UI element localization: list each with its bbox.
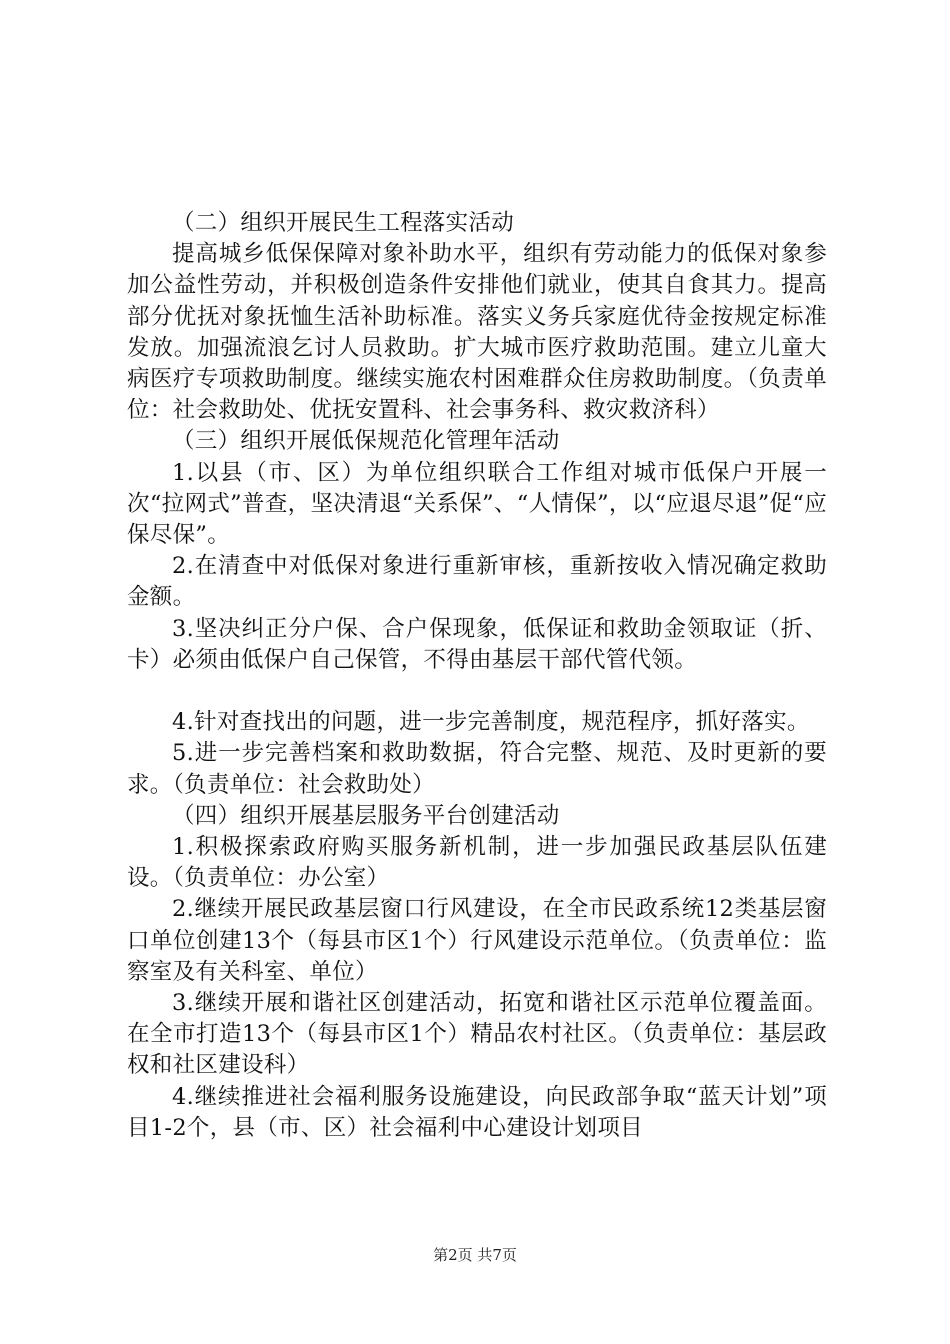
- section-heading-4: （四）组织开展基层服务平台创建活动: [172, 802, 560, 829]
- list-item: 4.针对查找出的问题，进一步完善制度，规范程序，抓好落实。: [172, 709, 810, 736]
- list-item: 2.继续开展民政基层窗口行风建设，在全市民政系统12类基层窗口单位创建13个（每县市区1个）行风建设示范单位。（负责单位：监察室及有关科室、单位）: [127, 896, 827, 985]
- list-item: 5.进一步完善档案和救助数据，符合完整、规范、及时更新的要求。（负责单位：社会救助处）: [127, 740, 827, 798]
- blank-line: [127, 676, 827, 707]
- page-number-label: 第2页 共7页: [433, 1246, 517, 1264]
- list-item: 3.继续开展和谐社区创建活动，拓宽和谐社区示范单位覆盖面。在全市打造13个（每县市区1个）精品农村社区。（负责单位：基层政权和社区建设科）: [127, 990, 827, 1079]
- section-heading-3: （三）组织开展低保规范化管理年活动: [172, 428, 560, 455]
- list-item: 3.坚决纠正分户保、合户保现象，低保证和救助金领取证（折、卡）必须由低保户自己保管，不得由基层干部代管代领。: [127, 615, 827, 673]
- list-item: 2.在清查中对低保对象进行重新审核，重新按收入情况确定救助金额。: [127, 553, 827, 611]
- page-footer: [0, 1245, 950, 1265]
- list-item: 4.继续推进社会福利服务设施建设，向民政部争取“蓝天计划”项目1-2个，县（市、区）社会福利中心建设计划项目: [127, 1083, 827, 1141]
- document-body: [127, 208, 827, 1144]
- paragraph: 提高城乡低保保障对象补助水平，组织有劳动能力的低保对象参加公益性劳动，并积极创造条件安排他们就业，使其自食其力。提高部分优抚对象抚恤生活补助标准。落实义务兵家庭优待金按规定标准发放。加强流浪乞讨人员救助。扩大城市医疗救助范围。建立儿童大病医疗专项救助制度。继续实施农村困难群众住房救助制度。（负责单位：社会救助处、优抚安置科、社会事务科、救灾救济科）: [127, 241, 827, 424]
- section-heading-2: （二）组织开展民生工程落实活动: [172, 210, 515, 236]
- list-item: 1.以县（市、区）为单位组织联合工作组对城市低保户开展一次“拉网式”普查，坚决清退“关系保”、“人情保”，以“应退尽退”促“应保尽保”。: [127, 459, 827, 549]
- list-item: 1.积极探索政府购买服务新机制，进一步加强民政基层队伍建设。（负责单位：办公室）: [127, 834, 827, 892]
